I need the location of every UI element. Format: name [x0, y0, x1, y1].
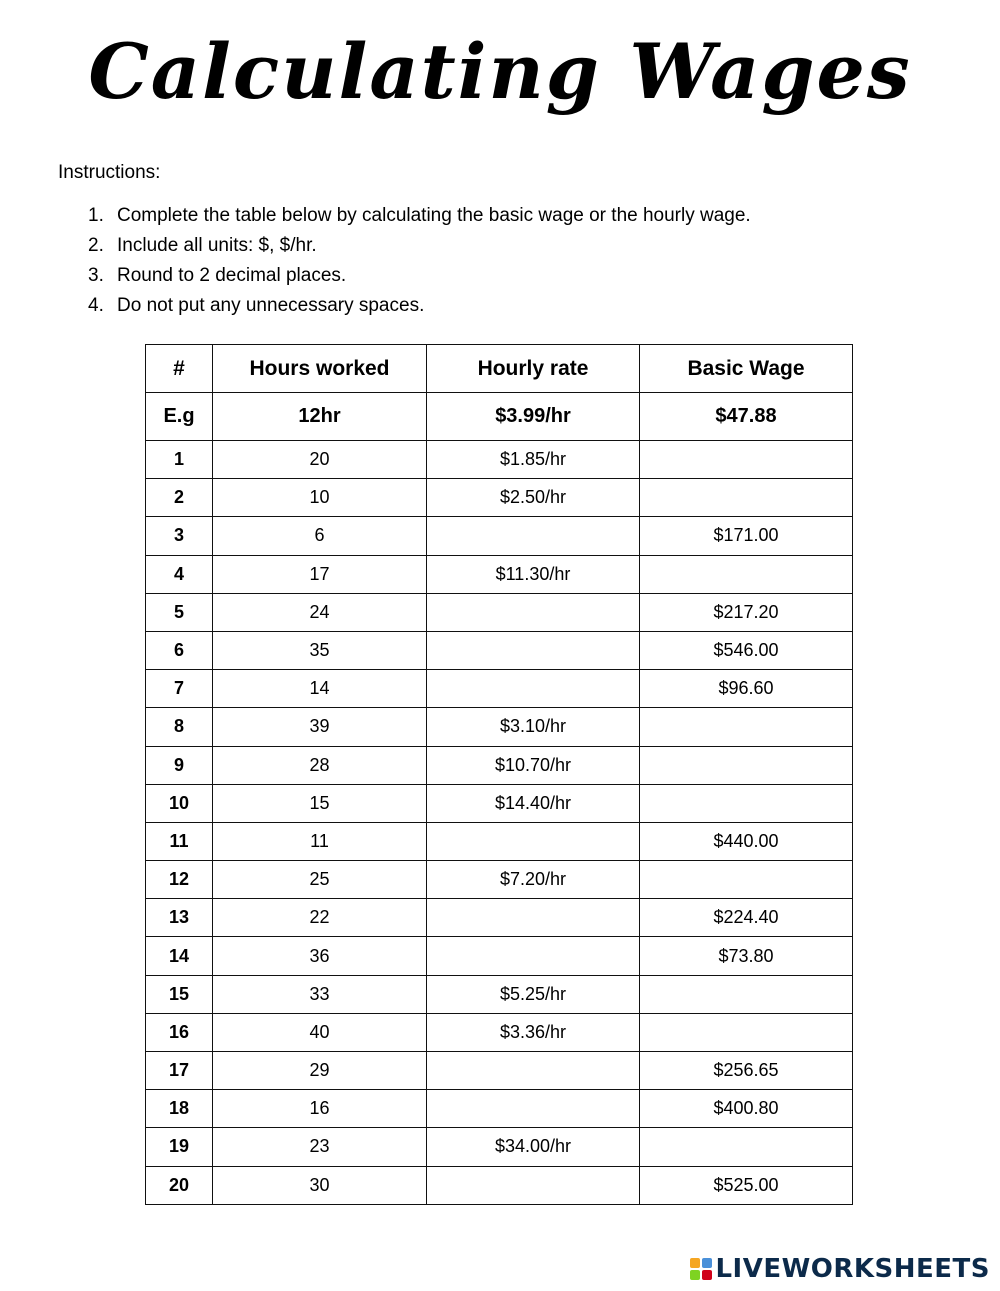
instruction-item	[88, 294, 751, 324]
basic-wage-cell: $171.00	[640, 517, 853, 555]
hours-worked-cell: 36	[213, 937, 427, 975]
header-hours-worked: Hours worked	[213, 345, 427, 393]
table-row	[146, 784, 853, 822]
logo-blocks-icon	[690, 1258, 712, 1280]
table-row	[146, 1052, 853, 1090]
instruction-text: Complete the table below by calculating the basic wage or the hourly wage.	[117, 205, 751, 226]
row-number: 19	[146, 1128, 213, 1166]
hours-worked-cell: 30	[213, 1166, 427, 1204]
logo-block	[690, 1258, 700, 1268]
row-number: 17	[146, 1052, 213, 1090]
basic-wage-cell: $546.00	[640, 631, 853, 669]
instruction-number: 1.	[88, 205, 104, 226]
wage-table	[145, 344, 853, 1205]
hourly-rate-cell[interactable]	[427, 1166, 640, 1204]
hourly-rate-cell: $14.40/hr	[427, 784, 640, 822]
basic-wage-cell[interactable]	[640, 555, 853, 593]
hourly-rate-cell[interactable]	[427, 631, 640, 669]
table-header-row	[146, 345, 853, 393]
basic-wage-cell[interactable]	[640, 708, 853, 746]
basic-wage-cell[interactable]	[640, 784, 853, 822]
basic-wage-cell: $217.20	[640, 593, 853, 631]
table-row	[146, 1013, 853, 1051]
basic-wage-cell[interactable]	[640, 441, 853, 479]
table-row	[146, 1090, 853, 1128]
hourly-rate-cell: $34.00/hr	[427, 1128, 640, 1166]
table-row	[146, 593, 853, 631]
hourly-rate-cell[interactable]	[427, 1090, 640, 1128]
example-hours: 12hr	[213, 393, 427, 441]
basic-wage-cell[interactable]	[640, 975, 853, 1013]
hours-worked-cell: 16	[213, 1090, 427, 1128]
row-number: 3	[146, 517, 213, 555]
basic-wage-cell[interactable]	[640, 1128, 853, 1166]
instructions-list	[88, 204, 751, 324]
hourly-rate-cell[interactable]	[427, 517, 640, 555]
hourly-rate-cell: $1.85/hr	[427, 441, 640, 479]
basic-wage-cell: $224.40	[640, 899, 853, 937]
row-number: 5	[146, 593, 213, 631]
row-number: 9	[146, 746, 213, 784]
hours-worked-cell: 10	[213, 479, 427, 517]
basic-wage-cell: $256.65	[640, 1052, 853, 1090]
table-row	[146, 708, 853, 746]
row-number: 16	[146, 1013, 213, 1051]
row-number: 14	[146, 937, 213, 975]
row-number: 10	[146, 784, 213, 822]
basic-wage-cell: $400.80	[640, 1090, 853, 1128]
instruction-number: 4.	[88, 295, 104, 316]
table-row	[146, 899, 853, 937]
table-row	[146, 975, 853, 1013]
row-number: 1	[146, 441, 213, 479]
row-number: 6	[146, 631, 213, 669]
instruction-text: Do not put any unnecessary spaces.	[117, 295, 425, 316]
hourly-rate-cell: $2.50/hr	[427, 479, 640, 517]
basic-wage-cell[interactable]	[640, 1013, 853, 1051]
hours-worked-cell: 22	[213, 899, 427, 937]
row-number: 18	[146, 1090, 213, 1128]
hourly-rate-cell: $11.30/hr	[427, 555, 640, 593]
example-rate: $3.99/hr	[427, 393, 640, 441]
hours-worked-cell: 6	[213, 517, 427, 555]
instruction-text: Include all units: $, $/hr.	[117, 235, 317, 256]
page-title: Calculating Wages	[88, 27, 912, 116]
logo-block	[702, 1258, 712, 1268]
logo-block	[702, 1270, 712, 1280]
header-basic-wage: Basic Wage	[640, 345, 853, 393]
hours-worked-cell: 33	[213, 975, 427, 1013]
table-row	[146, 555, 853, 593]
table-row	[146, 631, 853, 669]
hours-worked-cell: 14	[213, 670, 427, 708]
instruction-item	[88, 204, 751, 234]
hours-worked-cell: 28	[213, 746, 427, 784]
basic-wage-cell[interactable]	[640, 861, 853, 899]
row-number: 13	[146, 899, 213, 937]
hourly-rate-cell: $5.25/hr	[427, 975, 640, 1013]
example-wage: $47.88	[640, 393, 853, 441]
hourly-rate-cell: $3.10/hr	[427, 708, 640, 746]
table-row	[146, 937, 853, 975]
logo-block	[690, 1270, 700, 1280]
instruction-item	[88, 234, 751, 264]
row-number: 8	[146, 708, 213, 746]
row-number: 4	[146, 555, 213, 593]
instruction-text: Round to 2 decimal places.	[117, 265, 347, 286]
row-number: 12	[146, 861, 213, 899]
table-row	[146, 441, 853, 479]
instruction-item	[88, 264, 751, 294]
instruction-number: 2.	[88, 235, 104, 256]
hourly-rate-cell[interactable]	[427, 1052, 640, 1090]
instructions-label: Instructions:	[58, 162, 161, 183]
basic-wage-cell: $96.60	[640, 670, 853, 708]
row-number: 11	[146, 822, 213, 860]
table-row	[146, 1128, 853, 1166]
basic-wage-cell[interactable]	[640, 479, 853, 517]
hourly-rate-cell: $3.36/hr	[427, 1013, 640, 1051]
hourly-rate-cell[interactable]	[427, 822, 640, 860]
hourly-rate-cell[interactable]	[427, 937, 640, 975]
table-row	[146, 861, 853, 899]
hours-worked-cell: 17	[213, 555, 427, 593]
header-number: #	[146, 345, 213, 393]
basic-wage-cell: $440.00	[640, 822, 853, 860]
liveworksheets-logo	[690, 1254, 990, 1284]
table-row	[146, 517, 853, 555]
hours-worked-cell: 25	[213, 861, 427, 899]
hourly-rate-cell[interactable]	[427, 899, 640, 937]
hours-worked-cell: 40	[213, 1013, 427, 1051]
hours-worked-cell: 29	[213, 1052, 427, 1090]
table-row	[146, 670, 853, 708]
row-number: 2	[146, 479, 213, 517]
example-label: E.g	[146, 393, 213, 441]
hours-worked-cell: 11	[213, 822, 427, 860]
hourly-rate-cell: $7.20/hr	[427, 861, 640, 899]
instruction-number: 3.	[88, 265, 104, 286]
hourly-rate-cell: $10.70/hr	[427, 746, 640, 784]
row-number: 20	[146, 1166, 213, 1204]
header-hourly-rate: Hourly rate	[427, 345, 640, 393]
example-row	[146, 393, 853, 441]
hours-worked-cell: 24	[213, 593, 427, 631]
table-row	[146, 822, 853, 860]
hours-worked-cell: 20	[213, 441, 427, 479]
basic-wage-cell: $525.00	[640, 1166, 853, 1204]
hours-worked-cell: 23	[213, 1128, 427, 1166]
hourly-rate-cell[interactable]	[427, 670, 640, 708]
hours-worked-cell: 35	[213, 631, 427, 669]
basic-wage-cell[interactable]	[640, 746, 853, 784]
table-row	[146, 479, 853, 517]
hours-worked-cell: 39	[213, 708, 427, 746]
basic-wage-cell: $73.80	[640, 937, 853, 975]
table-row	[146, 746, 853, 784]
hours-worked-cell: 15	[213, 784, 427, 822]
hourly-rate-cell[interactable]	[427, 593, 640, 631]
table-row	[146, 1166, 853, 1204]
row-number: 15	[146, 975, 213, 1013]
logo-text: LIVEWORKSHEETS	[715, 1254, 990, 1284]
row-number: 7	[146, 670, 213, 708]
